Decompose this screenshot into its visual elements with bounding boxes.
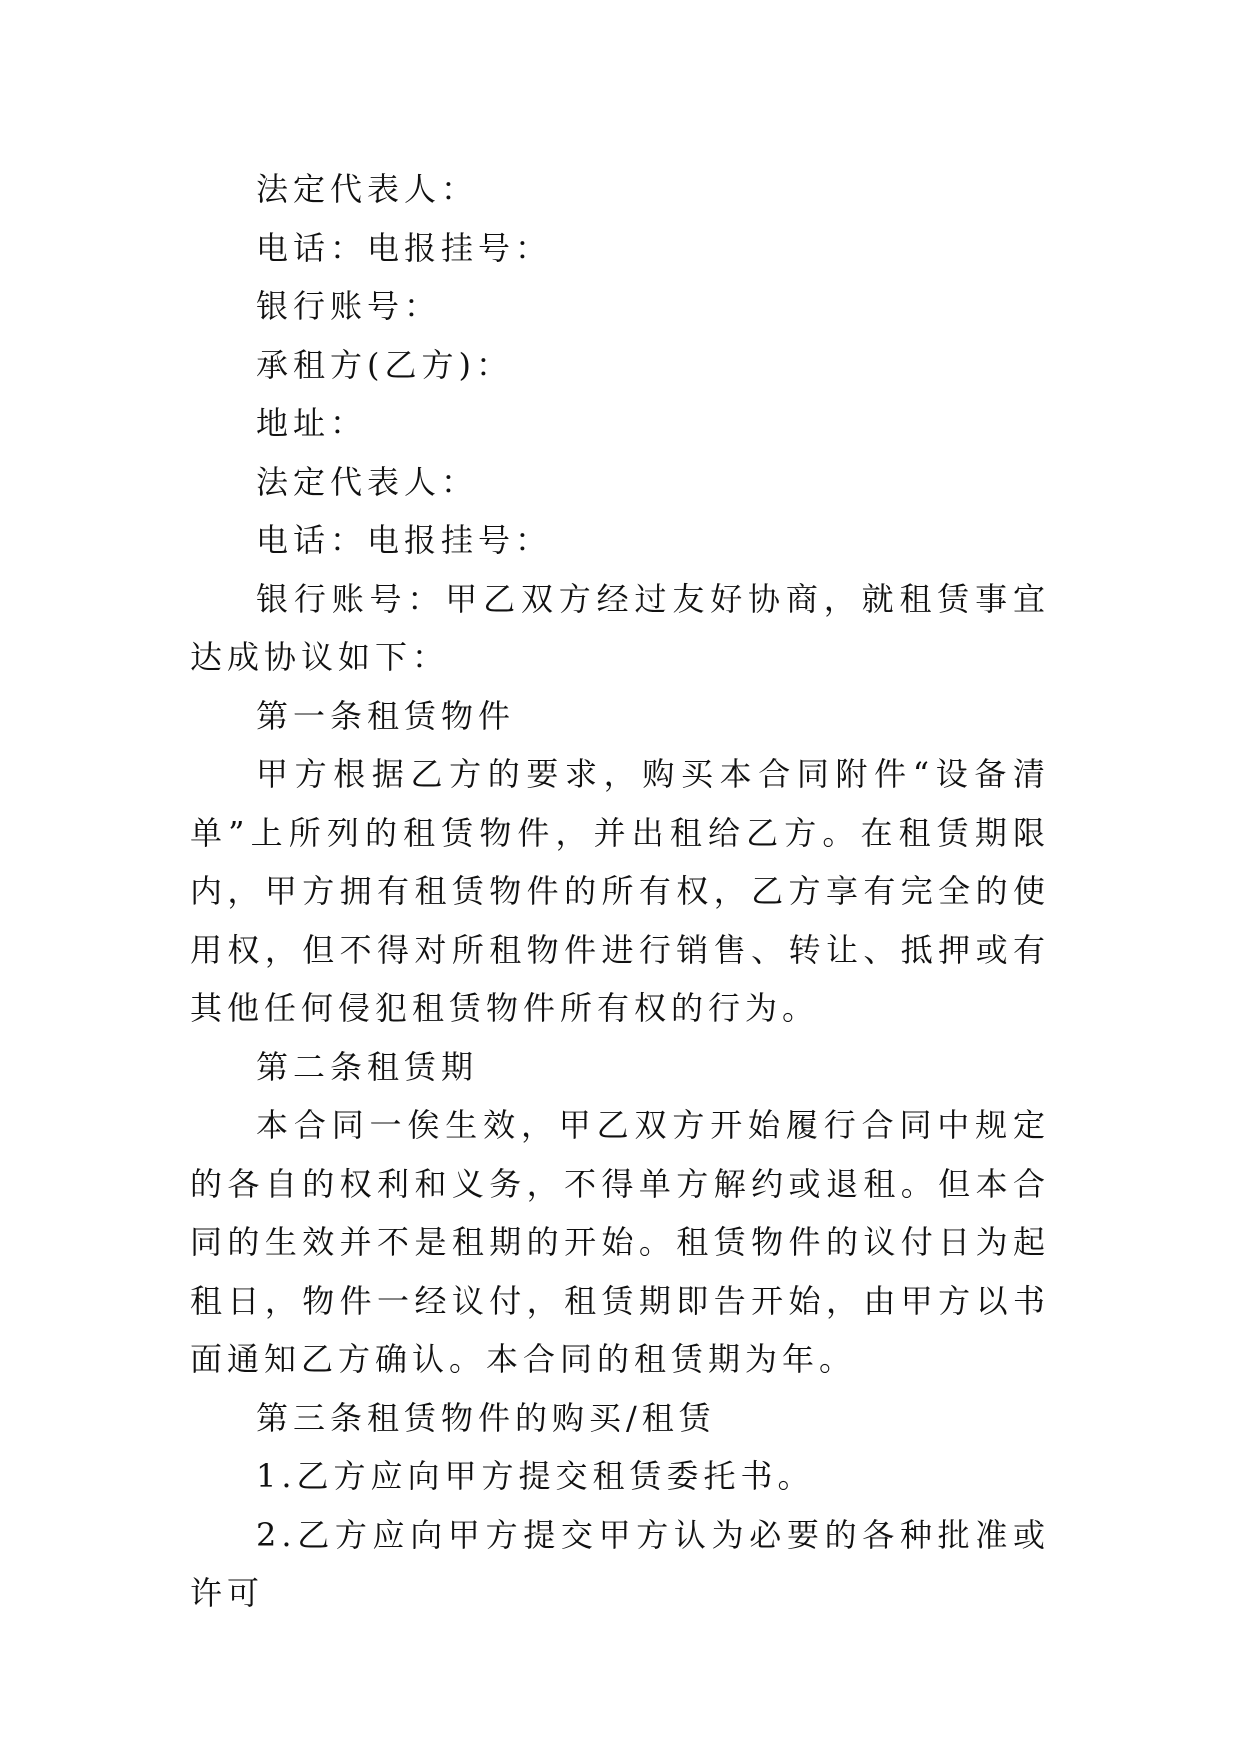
lessee-line: 承租方(乙方)： <box>256 345 513 384</box>
bank-account-agreement-paragraph: 银行账号：甲乙双方经过友好协商，就租赁事宜达成协议如下： <box>190 579 1050 676</box>
document-body <box>190 160 1050 1623</box>
article-3-item-2: 2.乙方应向甲方提交甲方认为必要的各种批准或许可 <box>190 1515 1050 1612</box>
bank-account-line: 银行账号： <box>256 287 442 325</box>
legal-representative-line-2: 法定代表人： <box>256 462 479 501</box>
article-3-heading: 第三条租赁物件的购买/租赁 <box>256 1398 716 1437</box>
address-line: 地址： <box>256 404 368 442</box>
article-3-item-1: 1.乙方应向甲方提交租赁委托书。 <box>256 1457 815 1495</box>
article-2-body: 本合同一俟生效，甲乙双方开始履行合同中规定的各自的权利和义务，不得单方解约或退租。但本合同的生效并不是租期的开始。租赁物件的议付日为起租日，物件一经议付，租赁期即告开始，由甲方以书面通知乙方确认。本合同的租赁期为年。 <box>190 1106 1050 1378</box>
phone-telegraph-line: 电话：电报挂号： <box>256 228 553 267</box>
article-1-heading: 第一条租赁物件 <box>256 696 516 735</box>
article-1-body: 甲方根据乙方的要求，购买本合同附件“设备清单”上所列的租赁物件，并出租给乙方。在租赁期限内，甲方拥有租赁物件的所有权，乙方享有完全的使用权，但不得对所租物件进行销售、转让、抵押或有其他任何侵犯租赁物件所有权的行为。 <box>190 755 1050 1027</box>
article-2-heading: 第二条租赁期 <box>256 1047 479 1086</box>
legal-representative-line: 法定代表人： <box>256 170 479 208</box>
phone-telegraph-line-2: 电话：电报挂号： <box>256 521 553 559</box>
